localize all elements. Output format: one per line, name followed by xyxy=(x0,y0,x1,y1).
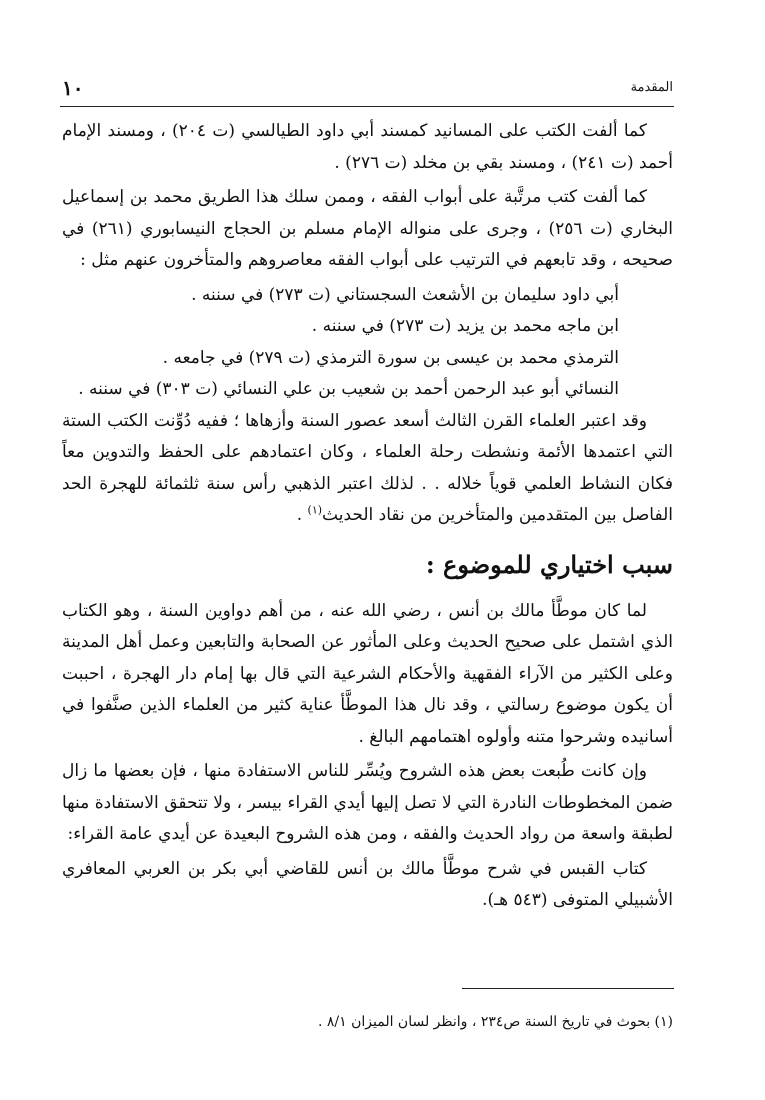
paragraph-fiqh-arrangement: كما ألفت كتب مرتَّبة على أبواب الفقه ، وممن سلك هذا الطريق محمد بن إسماعيل البخاري (ت ٢٥٦) ، وجرى على منواله الإمام مسلم بن الحجاج النيسابوري (٢٦١) في صحيحه ، وقد تابعهم في الترتيب على أبواب الفقه معاصروهم والمتأخرون عنهم مثل : xyxy=(62,187,673,270)
page-number: ١٠ xyxy=(62,76,84,100)
paragraph-third-century-text: وقد اعتبر العلماء القرن الثالث أسعد عصور السنة وأزهاها ؛ ففيه دُوِّنت الكتب الستة التي اعتمدها الأئمة ونشطت رحلة العلماء ، وكان اعتمادهم على الحفظ والتدوين معاً فكان النشاط العلمي قوياً خلاله . . لذلك اعتبر الذهبي رأس سنة ثلثمائة للهجرة الحد الفاصل بين المتقدمين والمتأخرين من نقاد الحديث xyxy=(62,410,673,525)
footnote-reference: (١) xyxy=(307,503,323,517)
page-header xyxy=(62,78,673,104)
header-rule xyxy=(60,106,674,107)
paragraph-third-century-end: . xyxy=(296,505,308,525)
list-item: الترمذي محمد بن عيسى بن سورة الترمذي (ت ٢٧٩) في جامعه . xyxy=(162,347,619,368)
paragraph-commentaries: وإن كانت طُبعت بعض هذه الشروح ويُسِّر للناس الاستفادة منها ، فإن بعضها ما زال ضمن المخطوطات النادرة التي لا تصل إليها أيدي القراء بيسر ، ولا تتحقق الاستفادة منها لطبقة واسعة من رواد الحديث والفقه ، ومن هذه الشروح البعيدة عن أيدي عامة القراء: xyxy=(62,761,673,844)
section-heading: سبب اختياري للموضوع : xyxy=(425,549,673,579)
list-item: ابن ماجه محمد بن يزيد (ت ٢٧٣) في سننه . xyxy=(311,316,619,336)
footnote: (١) بحوث في تاريخ السنة ص٢٣٤ ، وانظر لسان الميزان ٨/١ . xyxy=(317,1014,673,1030)
footnote-rule xyxy=(462,988,674,989)
list-item: النسائي أبو عبد الرحمن أحمد بن شعيب بن علي النسائي (ت ٣٠٣) في سننه . xyxy=(78,379,619,399)
paragraph-muwatta: لما كان موطَّأ مالك بن أنس ، رضي الله عنه ، من أهم دواوين السنة ، وهو الكتاب الذي اشتمل على صحيح الحديث وعلى المأثور عن الصحابة والتابعين وعمل أهل المدينة وعلى الكثير من الآراء الفقهية والأحكام الشرعية التي قال بها إمام دار الهجرة ، احببت أن يكون موضوع رسالتي ، وقد نال هذا الموطَّأ عناية كثير من العلماء الذين صنَّفوا في أسانيده وشرحوا متنه وأولوه اهتمامهم البالغ . xyxy=(62,600,673,747)
body-text xyxy=(62,116,673,920)
paragraph-musnad: كما ألفت الكتب على المسانيد كمسند أبي داود الطيالسي (ت ٢٠٤) ، ومسند الإمام أحمد (ت ٢٤١) ، ومسند بقي بن مخلد (ت ٢٧٦) . xyxy=(62,121,673,173)
paragraph-third-century xyxy=(62,406,673,532)
chapter-title: المقدمة xyxy=(630,80,673,95)
paragraph-qabas: كتاب القبس في شرح موطَّأ مالك بن أنس للقاضي أبي بكر بن العربي المعافري الأشبيلي المتوفى (٥٤٣ هـ). xyxy=(62,858,673,910)
list-item: أبي داود سليمان بن الأشعث السجستاني (ت ٢٧٣) في سننه . xyxy=(191,284,619,305)
